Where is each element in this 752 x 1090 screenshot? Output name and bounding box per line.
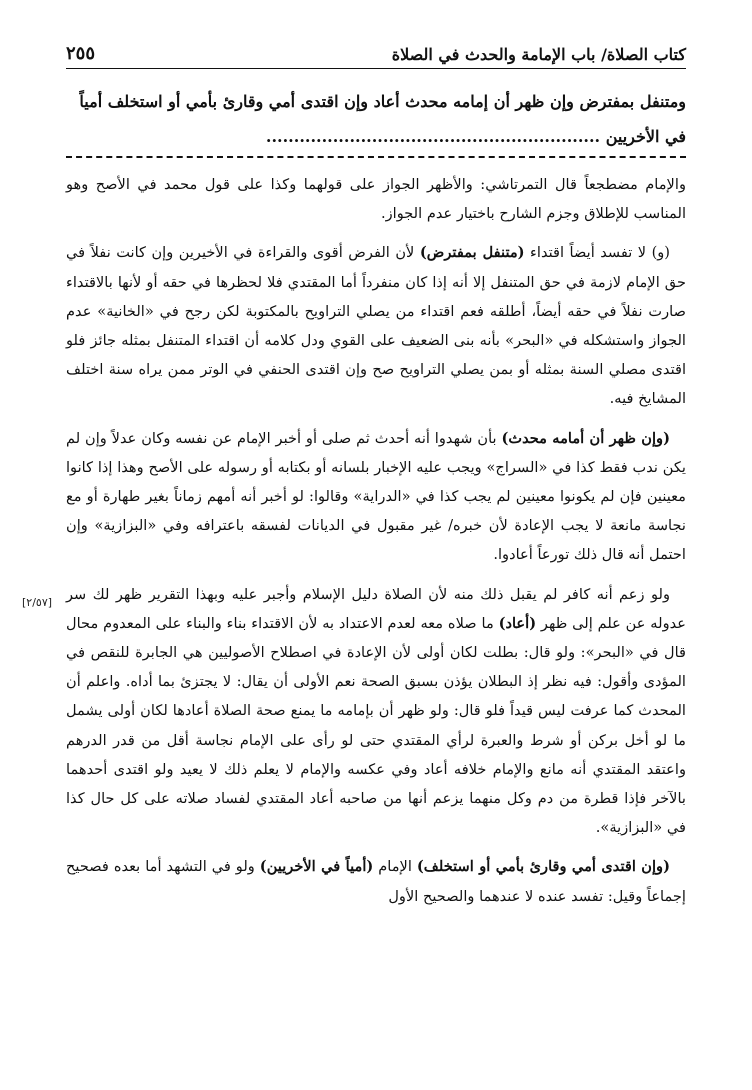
commentary-paragraph-4 (66, 580, 686, 843)
matn-text (66, 84, 686, 154)
matn-dots: ............................................................ (265, 127, 601, 146)
commentary-paragraph-3 (66, 424, 686, 570)
commentary-paragraph-2 (66, 238, 686, 413)
p4-lead: ولو زعم أنه كافر لم يقبل ذلك منه لأن الصلاة دليل الإسلام وأجبر عليه وبهذا التقرير ظهر لك سر عدوله عن علم إلى ظهر (66, 585, 686, 632)
p4-bold: (أعاد) (498, 614, 537, 632)
p3-bold: (وإن ظهر أن أمامه محدث) (501, 429, 670, 447)
p3-rest: بأن شهدوا أنه أحدث ثم صلى أو أخبر الإمام عن نفسه وكان عدلاً وإن لم يكن ندب فقط كذا في «السراج» ويجب عليه الإخبار بلسانه أو بكتابه أو رسوله على الأصح وهذا إذا كانوا معينين فإن لم يكونوا معينين لم يجب كذا في «الدراية» وقالوا: لو أخبر أنه أمهم زماناً بغير طهارة أو مع نجاسة مانعة لا يجب الإعادة لأن خبره/ غير مقبول في الديانات لفسقه باعترافه وفي «البزازية» وإن احتمل أنه قال ذلك تورعاً أعادوا. (66, 429, 686, 564)
dashed-divider (66, 156, 686, 158)
matn-line-2 (66, 119, 686, 154)
manuscript-reference: [٢/٥٧] (22, 596, 53, 609)
p5-bold: (وإن اقتدى أمي وقارئ بأمي أو استخلف) (416, 858, 670, 876)
commentary-paragraph-1: والإمام مضطجعاً قال التمرتاشي: والأظهر الجواز على قولهما وكذا على قول محمد في الأصح وهو المناسب للإطلاق وجزم الشارح باختيار عدم الجواز. (66, 176, 686, 223)
p2-lead: (و) لا تفسد أيضاً اقتداء (524, 244, 671, 262)
commentary-paragraph-5 (66, 852, 686, 910)
matn-line-2-text: في الأخريين (605, 127, 686, 146)
page-number: ٢٥٥ (66, 43, 96, 64)
p5-rest: ولو في التشهد أما بعده فصحيح إجماعاً وقيل: تفسد عنده لا عندهما والصحيح الأول (66, 858, 686, 905)
p4-rest: ما صلاه معه لعدم الاعتداد به لأن الاقتداء بناء والبناء على المعدوم محال قال في «البحر»: ولو قال: بطلت لكان أولى لأن الإعادة في اصطلاح الأصوليين هي الجابرة للنقص في المؤدى وأقول: فيه نظر إذ البطلان يؤذن بسبق الصحة نعم الأولى أن يقال: لا يجتزئ بما أداه. واعلم أن المحدث كما عرفت ليس قيداً فلو قال: ولو ظهر أن بإمامه ما يمنع صحة الصلاة أعادها لكان أولى يشمل ما لو أخل بركن أو شرط والعبرة لرأي المقتدي حتى لو رأى على الإمام نجاسة أقل من قدر الدرهم واعتقد المقتدي أنه مانع والإمام خلافه أعاد وفي عكسه والإمام لا يعلم ذلك لا يعيد ولو اقتدى أحدهما بالآخر فإذا قطرة من دم وكل منهما يزعم أنها من صاحبه أعاد المقتدي لفساد صلاته على كل حال كذا في «البزازية». (66, 614, 686, 837)
matn-line-1: ومتنفل بمفترض وإن ظهر أن إمامه محدث أعاد وإن اقتدى أمي وقارئ بأمي أو استخلف أمياً (79, 92, 686, 111)
running-header (66, 28, 686, 69)
p2-rest: لأن الفرض أقوى والقراءة في الأخيرين وإن كانت نفلاً في حق الإمام لازمة في حق المتنفل إلا أنه إذا كان منفرداً أما المقتدي فلا لحظرها في حقه أو لأنها بالاقتداء صارت نفلاً في حقه أيضاً، أطلقه فعم اقتداء من يصلي التراويح بالمكتوبة لكن رجح في «الخانية» عدم الجواز واستشكله في «البحر» بأنه بنى الضعيف على القوي ودل كلامه أن اقتداء المتنفل بمثله جائز فلو اقتدى مصلي السنة بمثله أو بمن يصلي التراويح صح وإن اقتدى الحنفي في الوتر ممن يراه سنة اختلف المشايخ فيه. (66, 244, 686, 408)
running-title: كتاب الصلاة/ باب الإمامة والحدث في الصلاة (391, 45, 686, 64)
p2-bold: (متنفل بمفترض) (419, 244, 525, 262)
commentary-text (66, 170, 686, 921)
p5-bold-2: (أمياً في الأخريين) (259, 858, 374, 876)
p5-mid: الإمام (373, 858, 417, 876)
